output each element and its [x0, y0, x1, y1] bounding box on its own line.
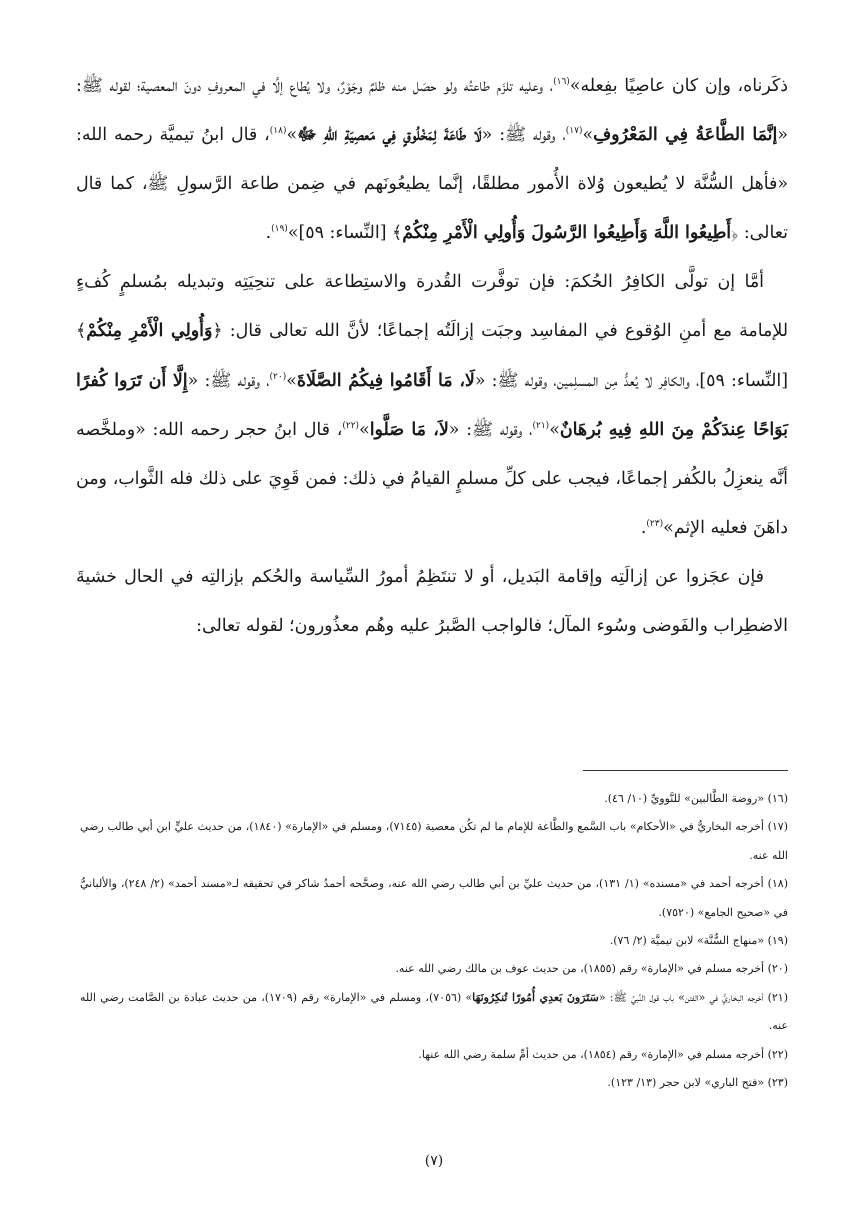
text-run: (١٨) أخرجه أحمد في «مسنده» (١/ ١٣١)، من حديث عليِّ بن أبي طالب رضي الله عنه، وصحَّحه أحمدُ شاكر في تحقيقه لـ«مسند أحمد» (٢/ ٢٤٨)، والألبانيُّ في «صحيح الجامع» (٧٥٢٠). — [80, 877, 789, 919]
page-number: (٧) — [424, 1153, 444, 1169]
footnote-20 — [80, 955, 788, 983]
text-run: (٢١) أخرجه البخاريُّ في «الفتن» باب قول النَّبيِّ ﷺ: « — [598, 990, 788, 1004]
text-run: » — [286, 370, 297, 391]
text-run: » — [549, 419, 560, 440]
quoted-text: سَتَرَونَ بَعدِي أُمُورًا تُنكِرُونَهَا — [472, 990, 599, 1004]
paragraph-1 — [76, 62, 788, 258]
footnote-16 — [80, 785, 788, 813]
footnote-ref: (٢٠) — [269, 371, 287, 382]
text-run: (٢٣) «فتح الباري» لابن حجر (١٣/ ١٢٣). — [607, 1076, 788, 1090]
quoted-text: إنَّمَا الطَّاعَةُ فِي المَعْرُوفِ — [593, 125, 778, 146]
text-run: (١٧) أخرجه البخاريُّ في «الأحكام» باب السَّمع والطَّاعة للإمام ما لم تكُن معصية (٧١٤٥)، ومسلم في «الإمارة» (١٨٤٠)، من حديث عليٍّ ابن أبي طالب رضي الله عنه. — [80, 820, 789, 862]
text-run: (٢٠) أخرجه مسلم في «الإمارة» رقم (١٨٥٥)، من حديث عوف بن مالك رضي الله عنه. — [395, 962, 788, 976]
text-run: (١٦) «روضة الطَّالبين» للنَّوويِّ (١٠/ ٤٦). — [604, 792, 788, 805]
footnote-19 — [80, 927, 788, 955]
quoted-text: لَا طَاعَةَ لِمَخْلُوقٍ فِي مَعصِيَةِ اللهِ ﷻ — [297, 125, 482, 146]
footnote-ref: (١٩) — [271, 224, 288, 235]
footnote-ref: (١٨) — [269, 126, 287, 137]
quoted-text: إِلَّا أَن تَرَوا كُفرًا بَوَاحًا عِندَكُمْ مِنَ اللهِ فِيهِ بُرهَانٌ — [76, 370, 788, 440]
text-run: ﴾ [النِّساء: ٥٩]» — [287, 223, 403, 244]
paragraph-2 — [76, 258, 788, 553]
footnote-ref: (١٦) — [553, 77, 570, 88]
footnote-ref: (٢١) — [532, 420, 550, 431]
footnote-23 — [80, 1069, 788, 1097]
quoted-text: لاَ، مَا صَلَّوا — [369, 419, 449, 440]
footnote-21 — [80, 984, 788, 1041]
text-run: » — [359, 419, 370, 440]
text-run: ، قال ابنُ حجر رحمه الله: «وملخَّصه أنَّه ينعزِلُ بالكُفر إجماعًا، فيجب على كلِّ مسلمٍ القيامُ في ذلك: فمن قَوِيَ على ذلك فله الثَّواب، ومن داهَنَ فعليه الإثم» — [76, 419, 788, 538]
text-run: (١٩) «منهاج السُّنَّة» لابن تيميَّة (٢/ ٧٦). — [609, 934, 788, 948]
quoted-text: وَأُولِي الْأَمْرِ مِنْكُمْ — [86, 321, 213, 342]
text-run: ، وعليه تلزَم طاعتُه ولو حصَل منه ظلمٌ وجَوْرٌ، ولا يُطاع إلَّا في المعروفِ دونَ المعصية؛ لقوله ﷺ: « — [76, 76, 788, 146]
text-run: » — [582, 125, 594, 146]
quoted-text: أَطِيعُوا اللَّهَ وَأَطِيعُوا الرَّسُولَ وَأُولِي الْأَمْرِ مِنْكُمْ — [402, 223, 732, 244]
footnotes — [80, 785, 788, 1097]
text-run: . — [265, 223, 272, 244]
text-run: أمَّا إن تولَّى الكافِرُ الحُكمَ: فإن توفَّرت القُدرة والاستِطاعة على تنحِيَتِه وتبديله بمُسلمٍ كُفءٍ للإمامة مع أمنِ الوُقوع في المفاسِد وجبَت إزالَتُه إجماعًا؛ لأنَّ الله تعالى قال: ﴿ — [76, 272, 788, 342]
footnote-separator — [583, 770, 788, 771]
text-run: . — [640, 517, 647, 538]
text-run: » (٧٠٥٦)، ومسلم في «الإمارة» رقم (١٧٠٩)، من حديث عبادة بن الصَّامت رضي الله عنه. — [80, 990, 788, 1033]
footnote-ref: (٢٢) — [342, 420, 360, 431]
text-run: ، قال ابنُ تيميَّة رحمه الله: «فأهل السُّنَّة لا يُطيعون وُلاة الأُمور مطلقًا، إنَّما يطيعُونَهم في ضِمن طاعة الرَّسولِ ﷺ، كما قال تعالى: ﴿ — [76, 125, 788, 244]
text-run: ، وقوله ﷺ: « — [187, 370, 270, 391]
text-run: ، وقوله ﷺ: « — [481, 125, 566, 146]
text-run: فإن عجَزوا عن إزالَتِه وإقامة البَديل، أو لا تنتَظِمُ أمورُ السِّياسة والحُكم بإزالتِه في الحال خشيةَ الاضطِراب والفَوضى وسُوء المآل؛ فالواجب الصَّبرُ عليه وهُم معذُورون؛ لقوله تعالى: — [76, 566, 788, 637]
footnote-22 — [80, 1041, 788, 1069]
text-run: ﴾ [النِّساء: ٥٩]، والكافِر لا يُعدُّ مِن المسلِمين، وقوله ﷺ: « — [76, 321, 789, 391]
footnote-17 — [80, 813, 788, 870]
paragraph-3 — [76, 553, 788, 651]
text-run: ، وقوله ﷺ: « — [448, 419, 533, 440]
footnote-18 — [80, 870, 788, 927]
main-text — [76, 62, 788, 651]
footnote-ref: (١٧) — [565, 126, 583, 137]
footnote-ref: (٢٣) — [646, 519, 664, 530]
quoted-text: لَا، مَا أَقَامُوا فِيكُمُ الصَّلَاةَ — [296, 370, 475, 391]
text-run: ذكَرناه، وإن كان عاصِيًا بفِعله» — [569, 76, 788, 96]
text-run: » — [286, 125, 298, 146]
text-run: (٢٢) أخرجه مسلم في «الإمارة» رقم (١٨٥٤)، من حديث أمِّ سلمة رضي الله عنها. — [418, 1047, 788, 1061]
